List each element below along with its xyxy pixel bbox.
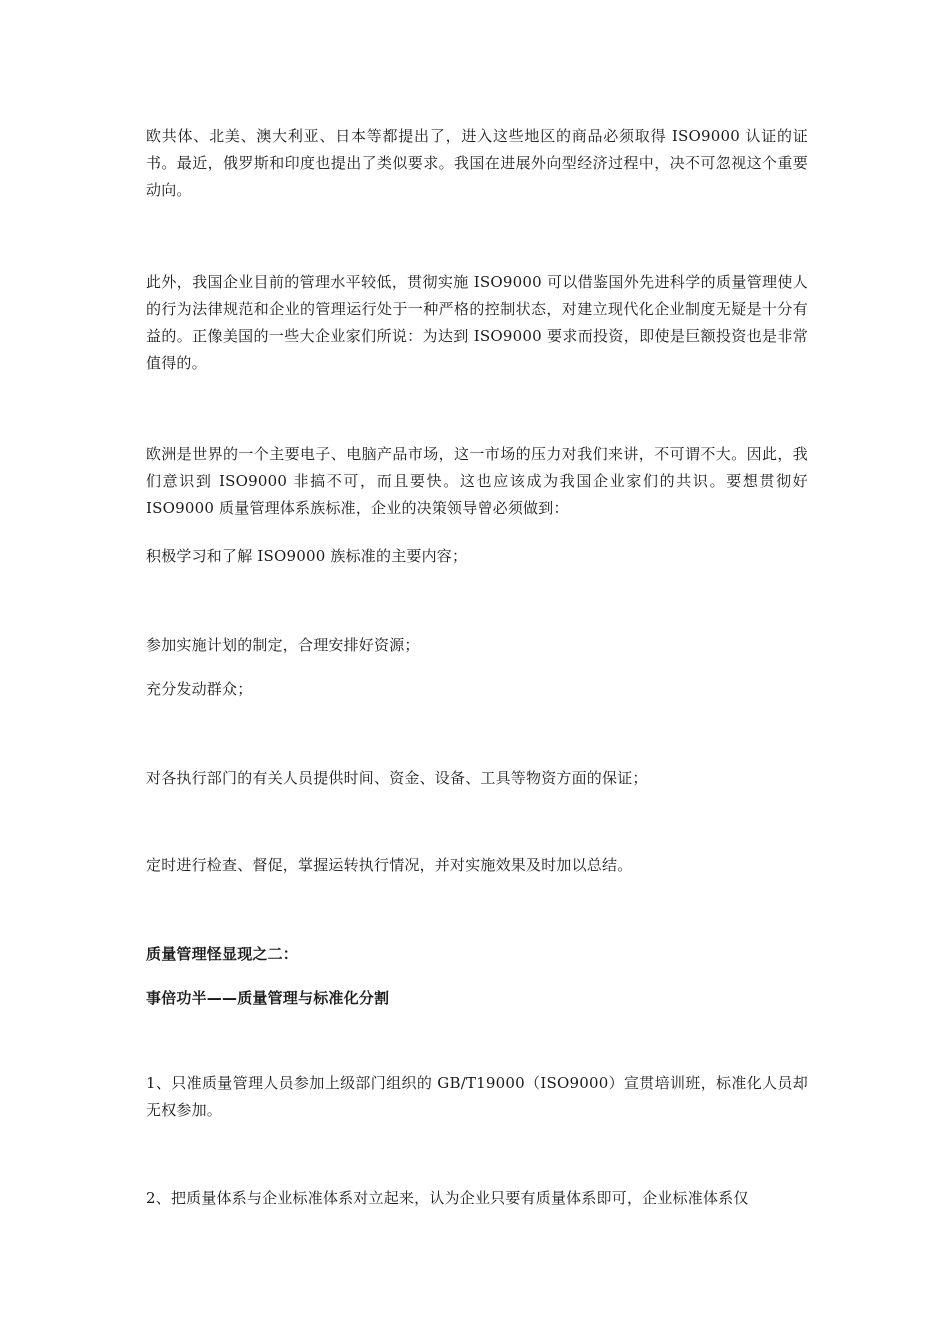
list-item-provide-guarantees: 对各执行部门的有关人员提供时间、资金、设备、工具等物资方面的保证； [146,769,648,787]
list-item-inspect-summarize: 定时进行检查、督促，掌握运转执行情况，并对实施效果及时加以总结。 [146,856,633,874]
paragraph-europe-market: 欧洲是世界的一个主要电子、电脑产品市场，这一市场的压力对我们来讲，不可谓不大。因此，我们意识到 ISO9000 非搞不可，而且要快。这也应该成为我国企业家们的共识。要想贯彻好 ISO9000 质量管理体系族标准，企业的决策领导曾必须做到： [146,445,808,517]
section-heading: 质量管理怪显现之二： [146,945,299,963]
list-item-learn-standards: 积极学习和了解 ISO9000 族标准的主要内容； [146,547,468,565]
paragraph-iso-certification-requirement: 欧共体、北美、澳大利亚、日本等都提出了，进入这些地区的商品必须取得 ISO9000 认证的证书。最近，俄罗斯和印度也提出了类似要求。我国在进展外向型经济过程中，决不可忽视这个重要动向。 [146,127,808,199]
section-subheading: 事倍功半——质量管理与标准化分割 [146,989,390,1007]
list-item-plan-resources: 参加实施计划的制定，合理安排好资源； [146,636,420,654]
list-item-numbered-2: 2、把质量体系与企业标准体系对立起来，认为企业只要有质量体系即可，企业标准体系仅 [146,1189,749,1207]
list-item-numbered-1: 1、只准质量管理人员参加上级部门组织的 GB/T19000（ISO9000）宣贯培训班，标准化人员却无权参加。 [146,1074,808,1119]
paragraph-management-level: 此外，我国企业目前的管理水平较低，贯彻实施 ISO9000 可以借鉴国外先进科学的质量管理使人的行为法律规范和企业的管理运行处于一种严格的控制状态，对建立现代化企业制度无疑是十分有益的。正像美国的一些大企业家们所说：为达到 ISO9000 要求而投资，即使是巨额投资也是非常值得的。 [146,273,808,372]
list-item-mobilize-masses: 充分发动群众； [146,680,253,698]
